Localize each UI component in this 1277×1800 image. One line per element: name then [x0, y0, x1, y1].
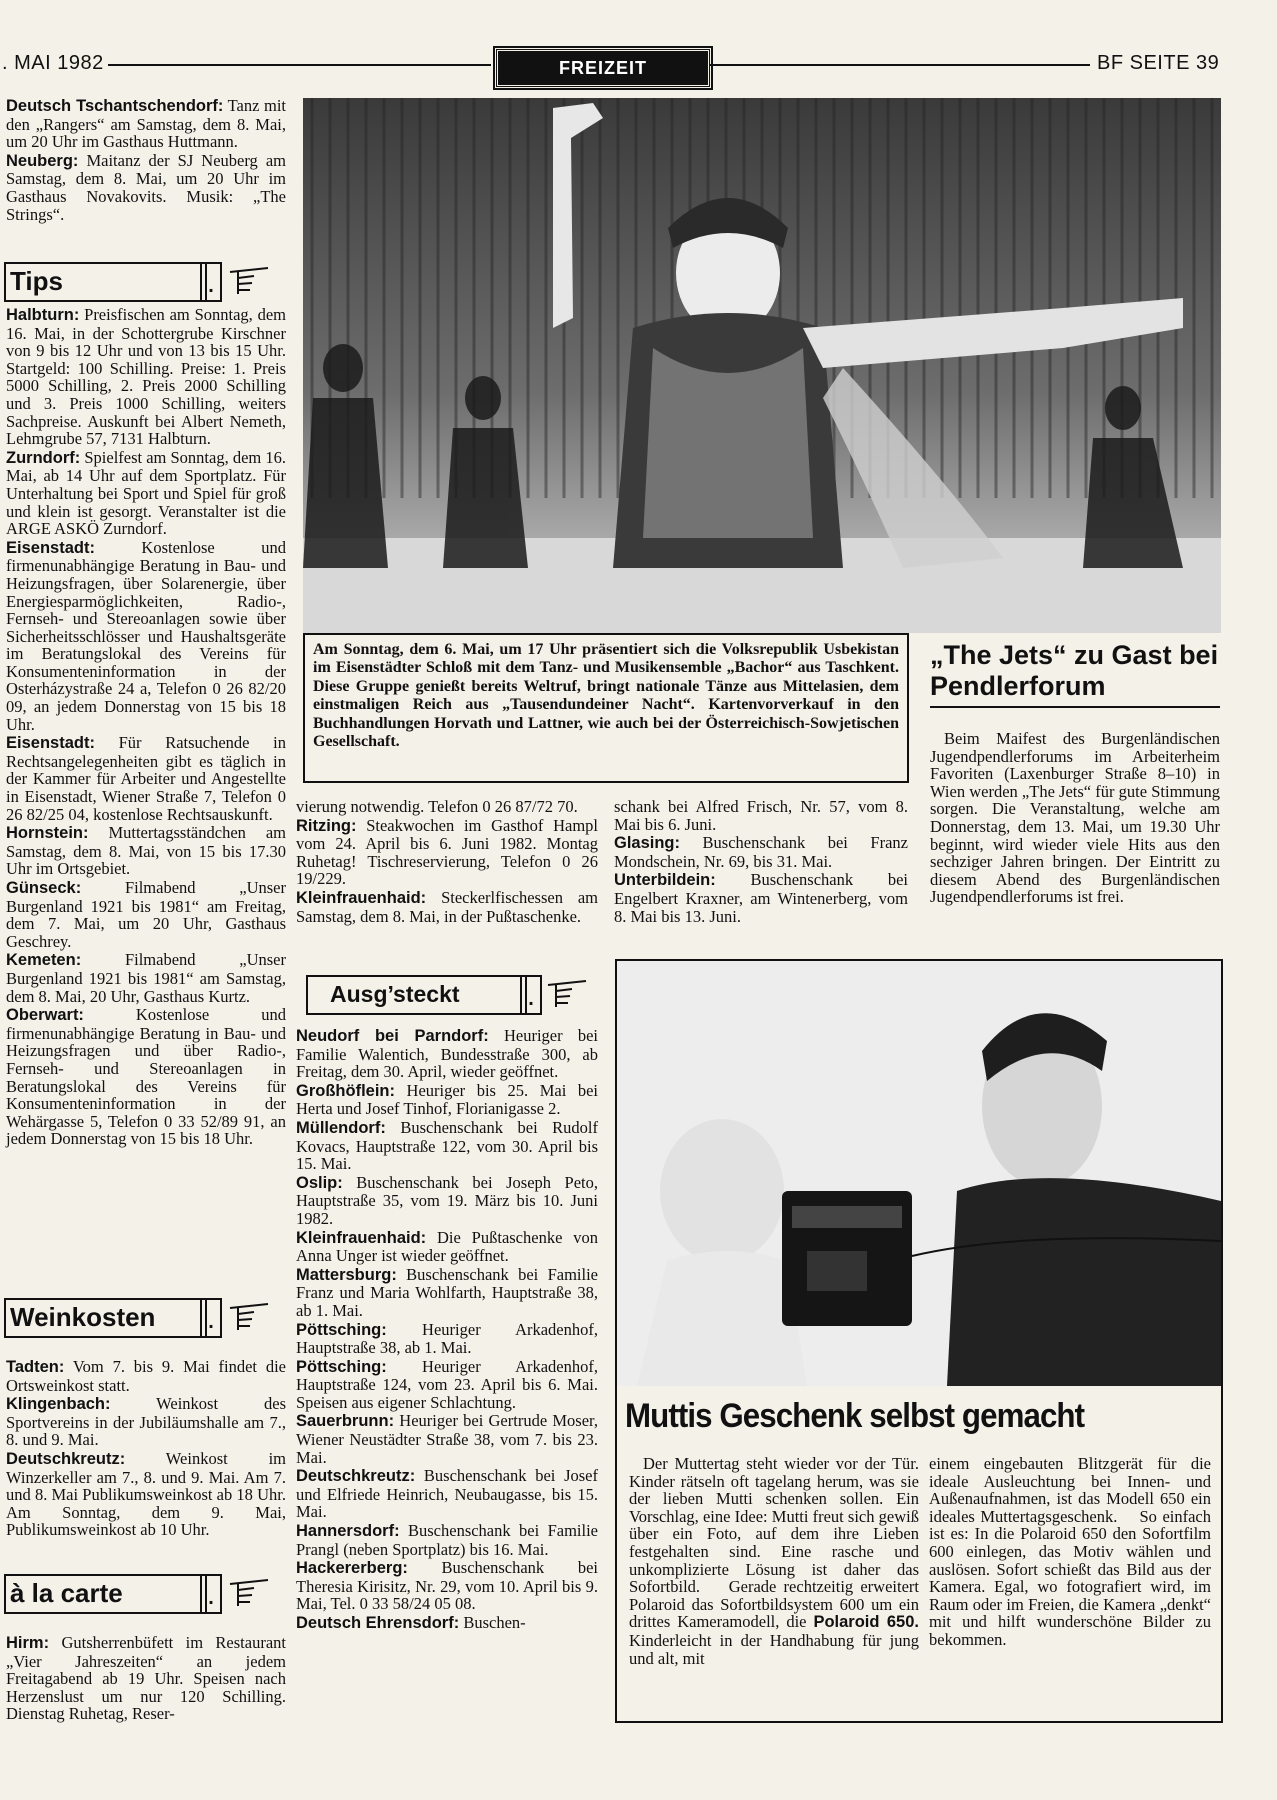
column-1-weinkosten [6, 1358, 286, 1540]
listing-text: Kostenlose und firmenunabhängige Beratung in Bau- und Heizungsfragen, über Solarenergie, über Energiesparmöglichkeiten, Radio-, Fernseh- und Stereoanlagen sowie über Sicherheitsschlösser und Haushaltsgeräte im Beratungslokal des Vereins für Konsumenteninformation in der Osterházystraße 24 a, Telefon 0 26 82/20 09, an jedem Donnerstag von 15 bis 18 Uhr. [6, 537, 286, 734]
listing-place: Halbturn: [6, 306, 80, 324]
kicker-tips-label: Tips [10, 266, 63, 296]
listing-place: Deutschkreutz: [6, 1449, 126, 1468]
listing-place: Neuberg: [6, 151, 79, 170]
listing-place: Oslip: [296, 1173, 343, 1192]
dancer-photo [303, 98, 1221, 633]
listing-text: Buschenschank bei Josef und Elfriede Heinrich, Neubaugasse, bis 15. Mai. [296, 1466, 598, 1522]
listing-text: Kostenlose und firmenunabhängige Beratung in Bau- und Heizungsfragen und über Radio-, Fernseh- und Stereoanlagen in Beratungslokal des Vereins für Konsumenteninformation in der Wehärgasse 5, Telefon 0 33 52/89 91, an jedem Donnerstag von 15 bis 18 Uhr. [6, 1005, 286, 1149]
column-1-alacarte [6, 1634, 286, 1724]
listing-text: Buschenschank bei Joseph Peto, Hauptstraße 35, vom 19. März bis 10. Juni 1982. [296, 1172, 598, 1228]
kicker-ausgsteckt-label: Ausg’steckt [330, 981, 460, 1007]
listing-text: Heuriger Arkadenhof, Hauptstraße 38, ab 1. Mai. [296, 1319, 598, 1358]
listing-entry [6, 951, 286, 1005]
column-2-ausgsteckt [296, 1027, 598, 1634]
listing-place: Deutschkreutz: [296, 1467, 416, 1486]
kicker-dot: . [200, 1574, 222, 1614]
mutti-body-col-a [629, 1455, 919, 1667]
listing-text: vierung notwendig. Telefon 0 26 87/72 70. [296, 797, 578, 816]
mutti-body-col-b: einem eingebauten Blitzgerät für die ideale Ausleuchtung bei Innen- und Außenaufnahmen, ist das Modell 650 ein ideales Muttertagsgeschenk. So einfach ist es: In die Polaroid 650 den Sofortfilm 600 einlegen, das Motiv wählen und auslösen. Sofort schießt das Bild aus der Kamera. Egal, wo fotografiert wird, im Raum oder im Freien, die Kamera „denkt“ mit und hilft wunderschöne Bilder zu bekommen. [929, 1454, 1211, 1649]
listing-entry [296, 1614, 598, 1633]
listing-entry [6, 97, 286, 151]
listing-text: Weinkost im Winzerkeller am 7., 8. und 9. Mai. Am 7. und 8. Mai Publikumsweinkost ab 18 Uhr. Am Sonntag, dem 9. Mai, Publikumsweinkost ab 10 Uhr. [6, 1448, 286, 1540]
listing-place: Hirm: [6, 1634, 50, 1652]
listing-entry [296, 1412, 598, 1466]
jets-headline: „The Jets“ zu Gast bei Pendlerforum [930, 640, 1219, 701]
listing-text: Heuriger bei Gertrude Moser, Wiener Neustädter Straße 38, vom 7. bis 23. Mai. [296, 1411, 598, 1467]
section-label: FREIZEIT [495, 48, 711, 88]
issue-date: . MAI 1982 [2, 52, 104, 74]
kicker-dot: . [200, 262, 222, 302]
listing-text: Heuriger bis 25. Mai bei Herta und Josef Tinhof, Florianigasse 2. [296, 1080, 598, 1119]
listing-text: Spielfest am Sonntag, dem 16. Mai, ab 14 Uhr auf dem Sportplatz. Für Unterhaltung bei Sport und Spiel für groß und klein ist gesorgt. Veranstalter ist die ARGE ASKÖ Zurndorf. [6, 447, 287, 539]
pointing-hand-icon [228, 1302, 270, 1332]
listing-place: Neudorf bei Parndorf: [296, 1027, 489, 1045]
kicker-tips [4, 262, 214, 302]
column-2-top [296, 798, 598, 926]
listing-text: Gutsherrenbüfett im Restaurant „Vier Jahreszeiten“ an jedem Freitagabend ab 19 Uhr. Speisen nach Herzenslust um nur 120 Schilling. Dienstag Ruhetag, Reser- [6, 1633, 286, 1724]
listing-entry [614, 798, 908, 833]
mutti-model-name: Polaroid 650. [813, 1613, 919, 1632]
listing-place: Kemeten: [6, 951, 82, 970]
pointing-hand-icon [546, 979, 588, 1009]
listing-entry [6, 1395, 286, 1449]
listing-entry [296, 1522, 598, 1558]
listing-place: Zurndorf: [6, 448, 81, 467]
listing-text: Buschenschank bei Familie Prangl (neben Sportplatz) bis 16. Mai. [296, 1521, 598, 1559]
listing-text: Buschenschank bei Familie Franz und Maria Wohlfarth, Hauptstraße 38, ab 1. Mai. [296, 1264, 598, 1320]
listing-entry [296, 1358, 598, 1412]
listing-entry [6, 734, 286, 823]
listing-text: schank bei Alfred Frisch, Nr. 57, vom 8. Mai bis 6. Juni. [614, 797, 908, 834]
listing-entry [6, 1358, 286, 1394]
listing-text: Vom 7. bis 9. Mai findet die Ortsweinkost statt. [6, 1357, 286, 1395]
mutti-text-a: Der Muttertag steht wieder vor der Tür. Kinder rätseln oft tagelang herum, was sie der lieben Mutti schenken sollen. Ein Vorschlag, eine Idee: Mutti freut sich gewiß über ein Foto, auf dem ihre Lieben festgehalten sind. Eine rasche und unkomplizierte Lösung ist daher das Sofortbild. Gerade rechtzeitig erweitert Polaroid das Sofortbildsystem 600 um ein drittes Kameramodell, die [629, 1454, 919, 1632]
column-3-top [614, 798, 908, 926]
listing-entry [6, 879, 286, 950]
jets-body: Beim Maifest des Burgenländischen Jugendpendlerforums im Arbeiterheim Favoriten (Laxenburger Straße 8–10) in Wien werden „The Jets“ für gute Stimmung sorgen. Die Veranstaltung, welche am Donnerstag, dem 13. Mai, um 19.30 Uhr beginnt, wird wieder viele Hits aus den sechziger Jahren bringen. Der Eintritt zu diesem Abend des Burgenländischen Jugendpendlerforums ist frei. [930, 729, 1220, 907]
pointing-hand-icon [228, 266, 270, 296]
listing-text: Steckerlfischessen am Samstag, dem 8. Mai, in der Pußtaschenke. [296, 887, 598, 926]
listing-entry [296, 1266, 598, 1320]
listing-text: Weinkost des Sportvereins in der Jubiläumshalle am 7., 8. und 9. Mai. [6, 1394, 286, 1450]
mutti-headline: Muttis Geschenk selbst gemacht [625, 1397, 1085, 1435]
listing-entry [296, 1082, 598, 1118]
listing-place: Eisenstadt: [6, 734, 95, 753]
listing-text: Filmabend „Unser Burgenland 1921 bis 1981“ am Freitag, dem 7. Mai, um 20 Uhr, Gasthaus Geschrey. [6, 878, 286, 951]
header-rule-right [710, 64, 1090, 66]
listing-text: Buschen- [459, 1613, 526, 1632]
listing-place: Klingenbach: [6, 1395, 111, 1414]
listing-entry [296, 798, 598, 816]
polaroid-photo [617, 961, 1221, 1386]
kicker-alacarte-label: à la carte [10, 1578, 123, 1608]
listing-text: Tanz mit den „Rangers“ am Samstag, dem 8. Mai, um 20 Uhr im Gasthaus Huttmann. [6, 96, 286, 152]
listing-entry [296, 1027, 598, 1081]
listing-entry [6, 539, 286, 734]
mutti-text-a-end: Kinderleicht in der Handhabung für jung und alt, mit [629, 1630, 919, 1668]
listing-place: Ritzing: [296, 816, 357, 835]
dancer-photo-caption: Am Sonntag, dem 6. Mai, um 17 Uhr präsentiert sich die Volksrepublik Usbekistan im Eisenstädter Schloß mit dem Tanz- und Musikensemble „Bachor“ aus Taschkent. Diese Gruppe genießt bereits Weltruf, bringt nationale Tänze aus Mittelasien, dem einstmaligen Reich aus „Tausendundeiner Nacht“. Kartenvorverkauf in den Buchhandlungen Horvath und Lattner, wie auch bei der Österreichisch-Sowjetischen Gesellschaft. [303, 633, 909, 783]
header-rule-left [108, 64, 491, 66]
listing-entry [296, 1321, 598, 1357]
listing-place: Glasing: [614, 834, 681, 853]
pointing-hand-icon [228, 1578, 270, 1608]
listing-text: Heuriger bei Familie Walentich, Bundesstraße 300, ab Freitag, dem 30. April, wieder geöffnet. [296, 1026, 598, 1082]
listing-place: Großhöflein: [296, 1081, 395, 1100]
listing-place: Hannersdorf: [296, 1522, 400, 1541]
listing-text: Muttertagsständchen am Samstag, dem 8. Mai, von 15 bis 17.30 Uhr im Ortsgebiet. [6, 823, 286, 879]
listing-text: Die Pußtaschenke von Anna Unger ist wieder geöffnet. [296, 1227, 598, 1266]
listing-text: Buschenschank bei Rudolf Kovacs, Hauptstraße 122, vom 30. April bis 15. Mai. [296, 1117, 598, 1174]
listing-place: Oberwart: [6, 1006, 84, 1025]
listing-place: Deutsch Tschantschendorf: [6, 97, 224, 115]
kicker-weinkosten [4, 1298, 214, 1338]
listing-place: Mattersburg: [296, 1265, 397, 1284]
listing-place: Eisenstadt: [6, 538, 95, 557]
listing-place: Sauerbrunn: [296, 1412, 395, 1431]
kicker-dot: . [520, 975, 542, 1015]
kicker-ausgsteckt [306, 975, 534, 1015]
listing-text: Maitanz der SJ Neuberg am Samstag, dem 8. Mai, um 20 Uhr im Gasthaus Novakovits. Musik: „The Strings“. [6, 150, 286, 224]
kicker-dot: . [200, 1298, 222, 1338]
listing-text: Heuriger Arkadenhof, Hauptstraße 124, vom 23. April bis 6. Mai. Speisen aus eigener Schlachtung. [296, 1356, 598, 1412]
listing-entry [296, 889, 598, 925]
listing-place: Unterbildein: [614, 871, 716, 890]
listing-text: Buschenschank bei Theresia Kirisitz, Nr. 29, vom 10. April bis 9. Mai, Tel. 0 33 58/24 05 08. [296, 1558, 598, 1614]
listing-entry [296, 817, 598, 888]
jets-rule [930, 706, 1220, 708]
listing-entry [296, 1229, 598, 1265]
listing-entry [6, 824, 286, 878]
listing-place: Hackererberg: [296, 1559, 408, 1578]
listing-place: Pöttsching: [296, 1357, 387, 1376]
listing-place: Günseck: [6, 879, 82, 897]
listing-entry [296, 1174, 598, 1228]
listing-place: Müllendorf: [296, 1118, 386, 1137]
listing-place: Kleinfrauenhaid: [296, 1228, 427, 1247]
column-1-top [6, 97, 286, 224]
listing-entry [6, 152, 286, 223]
listing-entry [614, 871, 908, 925]
listing-place: Deutsch Ehrensdorf: [296, 1614, 460, 1632]
listing-entry [296, 1467, 598, 1521]
listing-text: Preisfischen am Sonntag, dem 16. Mai, in der Schottergrube Kirschner von 9 bis 12 Uhr und von 13 bis 15 Uhr. Startgeld: 100 Schilling. Preise: 1. Preis 5000 Schilling, 2. Preis 2000 Schilling und 3. Preis 1000 Schilling, weiters Sachpreise. Auskunft bei Albert Nemeth, Lehmgrube 57, 7131 Halbturn. [6, 305, 286, 449]
listing-entry [6, 306, 286, 448]
column-1-tips [6, 306, 286, 1149]
listing-entry [296, 1559, 598, 1613]
listing-place: Hornstein: [6, 824, 89, 843]
kicker-alacarte [4, 1574, 214, 1614]
listing-entry [6, 1634, 286, 1723]
listing-place: Tadten: [6, 1358, 65, 1376]
page-number: BF SEITE 39 [1097, 52, 1220, 74]
listing-entry [6, 1450, 286, 1539]
listing-place: Kleinfrauenhaid: [296, 888, 427, 907]
listing-text: Filmabend „Unser Burgenland 1921 bis 1981“ am Samstag, dem 8. Mai, 20 Uhr, Gasthaus Kurtz. [6, 950, 286, 1006]
listing-text: Steakwochen im Gasthof Hampl vom 24. April bis 6. Juni 1982. Montag Ruhetag! Tischreservierung, Telefon 0 26 19/229. [296, 815, 598, 889]
mutti-article-box [615, 959, 1223, 1723]
kicker-weinkosten-label: Weinkosten [10, 1302, 156, 1332]
listing-text: Buschenschank bei Engelbert Kraxner, am Wintenerberg, vom 8. Mai bis 13. Juni. [614, 870, 908, 926]
listing-text: Buschenschank bei Franz Mondschein, Nr. 69, bis 31. Mai. [614, 833, 908, 871]
listing-place: Pöttsching: [296, 1320, 387, 1339]
listing-entry [6, 1006, 286, 1148]
listing-entry [614, 834, 908, 870]
listing-entry [6, 449, 286, 538]
listing-text: Für Ratsuchende in Rechtsangelegenheiten gibt es täglich in der Kammer für Arbeiter und Angestellte in Eisenstadt, Wiener Straße 7, Telefon 0 26 82/25 04, kostenlose Rechtsauskunft. [6, 733, 286, 824]
listing-entry [296, 1119, 598, 1173]
